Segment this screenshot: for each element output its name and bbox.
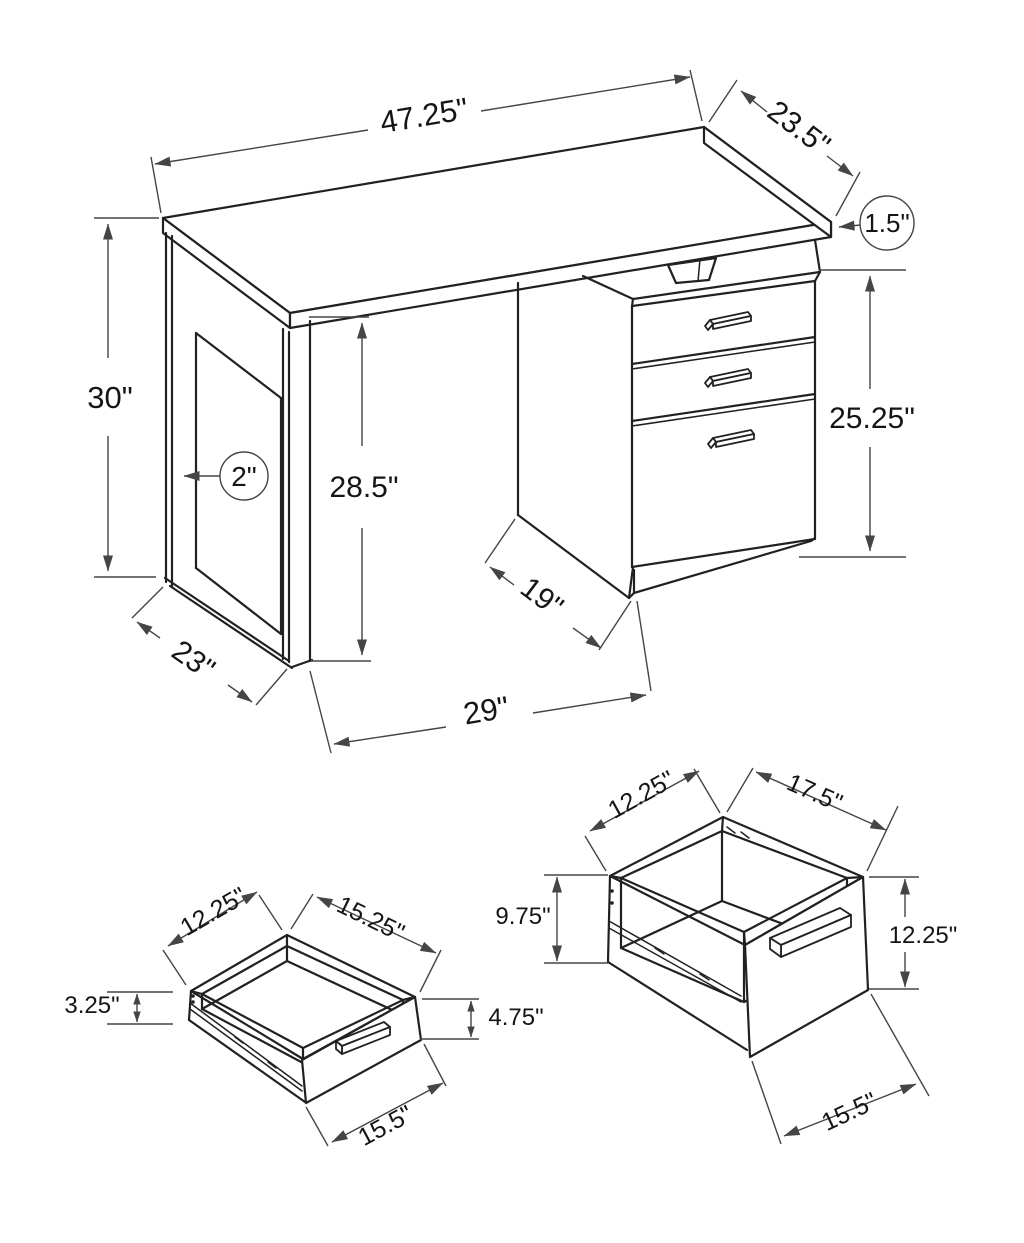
cabinet-divider-2b bbox=[632, 399, 815, 426]
drawer-side-front-edge bbox=[189, 991, 191, 1020]
dim-cabinet-depth bbox=[485, 519, 631, 650]
large-front-height-dim-label: 12.25" bbox=[888, 922, 958, 949]
large-front-width-dim-label: 15.5" bbox=[817, 1087, 882, 1137]
dimension-line bbox=[573, 628, 601, 648]
open-width-dim-label: 29" bbox=[460, 689, 512, 732]
cabinet-handle-2 bbox=[705, 369, 751, 387]
large-interior-width-dim-label: 17.5" bbox=[782, 768, 847, 818]
extension-line bbox=[752, 1061, 781, 1144]
cabinet-plinth-bottom-edge bbox=[634, 541, 811, 593]
dim-overall-height bbox=[87, 218, 159, 577]
underdesk-clearance-dim-label: 28.5" bbox=[329, 471, 399, 504]
cabinet-divider-1a bbox=[632, 337, 815, 364]
cabinet-slab-front-top-edge bbox=[633, 272, 820, 299]
small-front-width-dim-label: 15.5" bbox=[353, 1100, 418, 1152]
small-side-height-dim-label: 3.25" bbox=[64, 992, 120, 1019]
dimension-line bbox=[334, 727, 446, 744]
dimension-line bbox=[155, 130, 368, 164]
extension-line bbox=[709, 80, 737, 122]
rail-screw-dot bbox=[610, 889, 614, 893]
dimension-line bbox=[827, 156, 853, 176]
extension-line bbox=[637, 601, 651, 691]
extension-line bbox=[259, 895, 282, 930]
extension-line bbox=[727, 768, 753, 812]
drawer-side-bottom-edge bbox=[608, 962, 747, 1050]
rail-screw-dot bbox=[191, 994, 195, 998]
small-front-height-dim-label: 4.75" bbox=[488, 1004, 544, 1031]
small-interior-depth-dim-label: 12.25" bbox=[175, 881, 252, 942]
dim-large-front-height bbox=[869, 877, 957, 989]
desk-assembly bbox=[163, 127, 831, 668]
extension-line bbox=[485, 519, 515, 563]
cabinet-handle-1 bbox=[705, 312, 751, 330]
rim-corner-edge bbox=[722, 817, 723, 831]
small-drawer-assembly bbox=[189, 935, 421, 1103]
extension-line bbox=[871, 994, 929, 1096]
desk-top bbox=[163, 127, 831, 328]
large-drawer-assembly bbox=[608, 817, 868, 1057]
cabinet-bottom-edge bbox=[632, 539, 815, 567]
extension-line bbox=[163, 950, 186, 985]
dimension-line bbox=[228, 685, 252, 702]
extension-line bbox=[306, 1107, 328, 1146]
leg-opening-top-edge bbox=[196, 333, 281, 398]
extension-line bbox=[151, 157, 161, 213]
dimension-line bbox=[137, 622, 160, 638]
leg-base-front-edge bbox=[292, 660, 312, 667]
top-thickness-dim-label: 1.5" bbox=[864, 208, 910, 238]
rail-bottom-edge bbox=[609, 928, 741, 1002]
cabinet-slab-right-back-edge bbox=[815, 240, 820, 272]
handle-end-cap bbox=[705, 320, 713, 330]
leg-depth-dim-label: 23" bbox=[165, 634, 221, 687]
extension-line bbox=[867, 806, 898, 871]
handle-end-cap bbox=[708, 438, 716, 448]
cabinet-divider-2a bbox=[632, 394, 815, 421]
extension-line bbox=[132, 587, 163, 618]
extension-line bbox=[310, 671, 331, 753]
leader-line bbox=[839, 225, 861, 227]
large-interior-depth-dim-label: 12.25" bbox=[603, 765, 680, 825]
dimension-line bbox=[533, 695, 646, 713]
dim-underdesk-clearance bbox=[309, 317, 399, 661]
overall-height-dim-label: 30" bbox=[87, 380, 133, 415]
rail-screw-dot bbox=[610, 901, 614, 905]
desk-width-dim-label: 47.25" bbox=[377, 90, 471, 141]
cabinet-slab-left-corner bbox=[632, 299, 633, 306]
dim-small-side-height bbox=[64, 992, 173, 1024]
leg-thickness-dim-label: 2" bbox=[231, 461, 257, 492]
dimension-line bbox=[741, 91, 767, 112]
cabinet-depth-dim-label: 19" bbox=[514, 570, 570, 624]
extension-line bbox=[836, 172, 860, 216]
desk-drawer-cabinet bbox=[518, 240, 820, 598]
dim-large-side-height bbox=[495, 875, 608, 963]
extension-line bbox=[256, 669, 287, 705]
cabinet-front-top-edge bbox=[632, 281, 815, 306]
cabinet-height-dim-label: 25.25" bbox=[829, 402, 915, 435]
extension-line bbox=[420, 950, 441, 992]
small-interior-width-dim-label: 15.25" bbox=[332, 890, 409, 948]
dim-top-thickness bbox=[839, 196, 914, 250]
cabinet-handle-3 bbox=[708, 430, 754, 448]
dim-open-width bbox=[310, 601, 651, 753]
dimension-line bbox=[490, 567, 514, 585]
extension-line bbox=[585, 836, 606, 871]
extension-line bbox=[291, 894, 313, 929]
desk-depth-dim-label: 23.5" bbox=[761, 94, 837, 163]
rail-screw-dot bbox=[191, 1000, 195, 1004]
large-side-height-dim-label: 9.75" bbox=[495, 903, 551, 930]
cabinet-divider-1b bbox=[632, 342, 815, 369]
cabinet-slab-left-edge bbox=[583, 276, 633, 299]
extension-line bbox=[690, 70, 702, 121]
handle-end-cap bbox=[705, 377, 713, 387]
extension-line bbox=[599, 601, 631, 650]
dim-cabinet-height bbox=[799, 270, 915, 557]
drawer-side-front-edge bbox=[608, 876, 610, 962]
extension-line bbox=[694, 769, 720, 813]
dim-leg-depth bbox=[132, 587, 287, 705]
dimension-line bbox=[481, 77, 690, 111]
extension-line bbox=[424, 1044, 446, 1086]
dim-small-front-height bbox=[420, 999, 544, 1039]
leg-opening-bottom-edge bbox=[196, 568, 281, 634]
